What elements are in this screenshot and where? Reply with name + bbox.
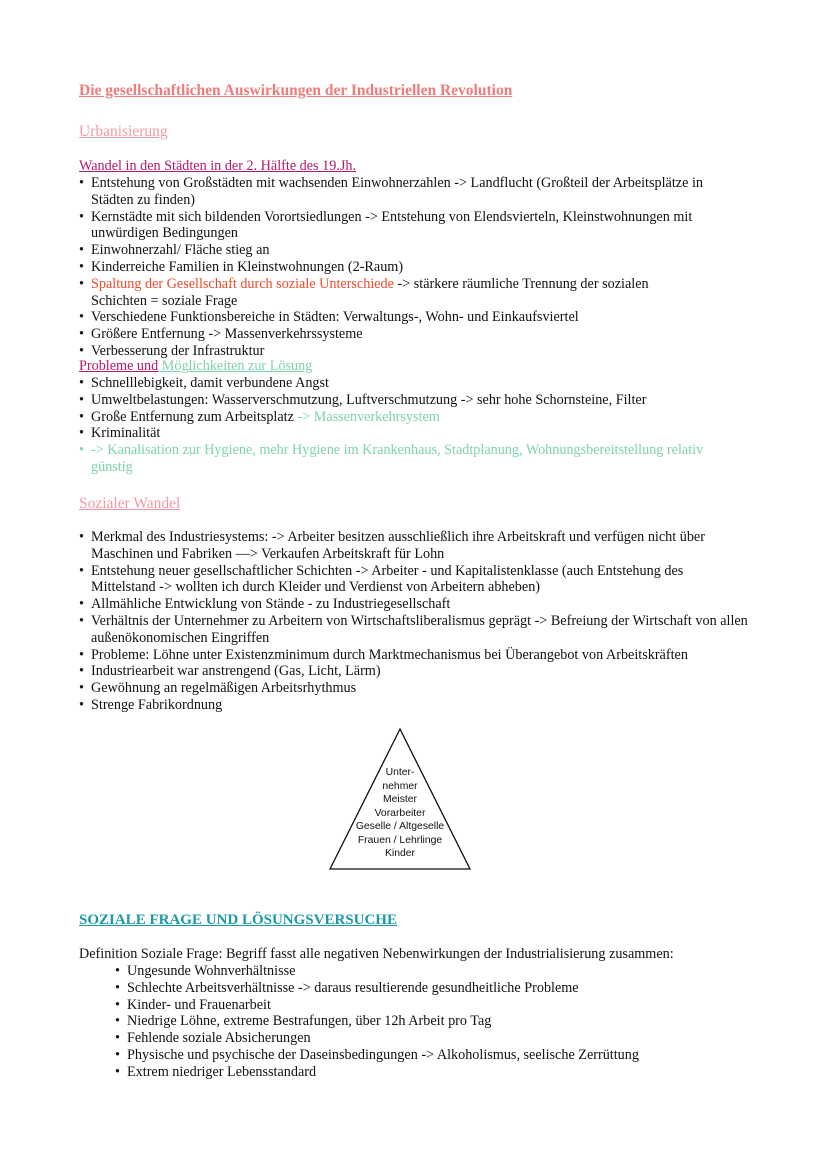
- entfernung-text: Große Entfernung zum Arbeitsplatz: [91, 408, 294, 425]
- soziale-frage-heading: SOZIALE FRAGE UND LÖSUNGSVERSUCHE: [79, 912, 397, 928]
- list-item: • Kriminalität: [79, 425, 729, 442]
- list-item: [79, 409, 729, 426]
- list-item: • Verbesserung der Infrastruktur: [79, 343, 749, 360]
- pyramid-labels: [330, 766, 470, 861]
- list-item: • Ungesunde Wohnverhältnisse: [115, 963, 755, 980]
- list-item: • -> Kanalisation zur Hygiene, mehr Hygiene im Krankenhaus, Stadtplanung, Wohnungsbereitstellung relativ günstig: [79, 442, 729, 476]
- list-item: [79, 276, 749, 310]
- list-item: • Schnelllebigkeit, damit verbundene Angst: [79, 375, 729, 392]
- urbanisierung-heading: Urbanisierung: [79, 123, 168, 140]
- list-item: • Größere Entfernung -> Massenverkehrssysteme: [79, 326, 749, 343]
- pyramid-level-kinder: Kinder: [384, 848, 416, 859]
- list-item: • Allmähliche Entwicklung von Stände - zu Industriegesellschaft: [79, 596, 749, 613]
- list-item: • Fehlende soziale Absicherungen: [115, 1030, 755, 1047]
- soziale-frage-list: [115, 963, 755, 1081]
- urbanisierung-subheading: Wandel in den Städten in der 2. Hälfte des 19.Jh.: [79, 158, 357, 174]
- list-item: • Kernstädte mit sich bildenden Vorortsiedlungen -> Entstehung von Elendsvierteln, Kleinstwohnungen mit unwürdigen Bedingungen: [79, 209, 749, 243]
- list-item: • Entstehung von Großstädten mit wachsenden Einwohnerzahlen -> Landflucht (Großteil der Arbeitsplätze in Städten zu finden): [79, 175, 749, 209]
- sozialer-wandel-list: [79, 529, 749, 714]
- list-item: • Gewöhnung an regelmäßigen Arbeitsrhythmus: [79, 680, 749, 697]
- list-item: • Einwohnerzahl/ Fläche stieg an: [79, 242, 749, 259]
- pyramid-level-meister: Meister: [382, 794, 418, 805]
- pyramid-level-unternehmer-1: Unter-: [385, 767, 415, 778]
- list-item: • Extrem niedriger Lebensstandard: [115, 1064, 755, 1081]
- probleme-heading-part2: Möglichkeiten zur Lösung: [158, 358, 313, 374]
- probleme-heading: [79, 358, 312, 375]
- sozialer-wandel-heading: Sozialer Wandel: [79, 495, 181, 512]
- list-item: • Probleme: Löhne unter Existenzminimum durch Marktmechanismus bei Überangebot von Arbeitskräften: [79, 647, 749, 664]
- list-item: • Niedrige Löhne, extreme Bestrafungen, über 12h Arbeit pro Tag: [115, 1013, 755, 1030]
- probleme-list: [79, 375, 729, 476]
- pyramid-level-geselle: Geselle / Altgeselle: [355, 821, 445, 832]
- list-item: • Merkmal des Industriesystems: -> Arbeiter besitzen ausschließlich ihre Arbeitskraft und verfügen nicht über Maschinen und Fabriken —> Verkaufen Arbeitskraft für Lohn: [79, 529, 749, 563]
- list-item: • Verschiedene Funktionsbereiche in Städten: Verwaltungs-, Wohn- und Einkaufsviertel: [79, 309, 749, 326]
- pyramid-level-frauen: Frauen / Lehrlinge: [357, 834, 443, 846]
- entfernung-loesung: -> Massenverkehrsystem: [293, 408, 440, 425]
- spaltung-highlight: Spaltung der Gesellschaft durch soziale Unterschiede: [91, 275, 394, 292]
- list-item: • Physische und psychische der Daseinsbedingungen -> Alkoholismus, seelische Zerrüttung: [115, 1047, 755, 1064]
- soziale-frage-definition: Definition Soziale Frage: Begriff fasst alle negativen Nebenwirkungen der Industrialisierung zusammen:: [79, 946, 674, 962]
- list-item: • Kinderreiche Familien in Kleinstwohnungen (2-Raum): [79, 259, 749, 276]
- list-item: • Entstehung neuer gesellschaftlicher Schichten -> Arbeiter - und Kapitalistenklasse (auch Entstehung des Mittelstand -> wollten ich durch Kleider und Verdienst von Arbeitern abheben): [79, 563, 749, 597]
- pyramid-level-vorarbeiter: Vorarbeiter: [374, 807, 426, 819]
- urbanisierung-list: [79, 175, 749, 360]
- probleme-heading-part1: Probleme und: [79, 358, 159, 374]
- document-title: Die gesellschaftlichen Auswirkungen der Industriellen Revolution: [79, 82, 513, 99]
- list-item: • Verhältnis der Unternehmer zu Arbeitern von Wirtschaftsliberalismus geprägt -> Befreiung der Wirtschaft von allen außenökonomischen Eingriffen: [79, 613, 749, 647]
- list-item: • Kinder- und Frauenarbeit: [115, 997, 755, 1014]
- list-item: • Umweltbelastungen: Wasserverschmutzung, Luftverschmutzung -> sehr hohe Schornsteine, Filter: [79, 392, 729, 409]
- list-item: • Strenge Fabrikordnung: [79, 697, 749, 714]
- list-item: • Schlechte Arbeitsverhältnisse -> daraus resultierende gesundheitliche Probleme: [115, 980, 755, 997]
- list-item: • Industriearbeit war anstrengend (Gas, Licht, Lärm): [79, 663, 749, 680]
- spaltung-rest: -> stärkere räumliche Trennung der sozialen Schichten = soziale Frage: [91, 275, 649, 309]
- pyramid-level-unternehmer-2: nehmer: [382, 780, 418, 792]
